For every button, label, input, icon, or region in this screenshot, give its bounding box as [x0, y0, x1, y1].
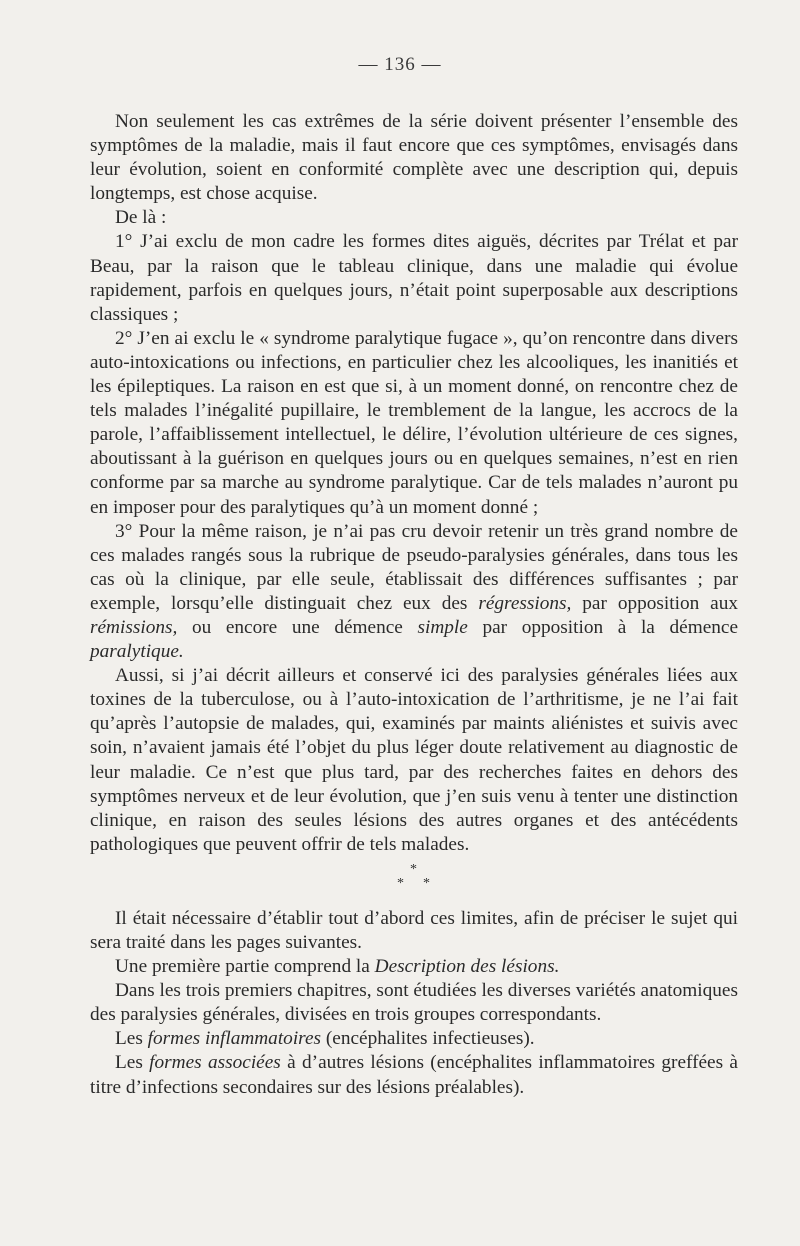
p5-text-c: ou encore une démence — [177, 616, 418, 638]
p5-italic-paralytique: paralytique. — [90, 641, 184, 663]
paragraph-7: Il était nécessaire d’établir tout d’abord ces limites, afin de préciser le sujet qui sera traité dans les pages suivantes. — [90, 907, 738, 953]
p10-text-b: (encéphalites infectieuses). — [321, 1028, 535, 1050]
paragraph-6: Aussi, si j’ai décrit ailleurs et conservé ici des paralysies générales liées aux toxines de la tuberculose, ou à l’auto-intoxication de l’arthritisme, je ne l’ai fait qu’après l’autopsie de malades, qui, examinés par maints aliénistes et suivis avec soin, n’avaient jamais été l’objet du plus léger doute relativement au diagnostic de leur maladie. Ce n’est que plus tard, par des recherches faites en dehors des symptômes nerveux et de leur évolution, que j’en suis venu à tenter une distinction clinique, en raison des seules lésions des autres organes et des antécédents pathologiques que peuvent offrir de tels malades. — [90, 665, 738, 855]
paragraph-2: De là : — [115, 207, 167, 229]
paragraph-9: Dans les trois premiers chapitres, sont étudiées les diverses variétés anatomiques des paralysies générales, divisées en trois groupes correspondants. — [90, 980, 738, 1026]
paragraph-3: 1° J’ai exclu de mon cadre les formes dites aiguës, décrites par Trélat et par Beau, par la raison que le tableau clinique, dans une maladie qui évolue rapidement, parfois en quelques jours, n’était point superposable aux descriptions classiques ; — [90, 231, 738, 325]
paragraph-11 — [90, 1051, 738, 1099]
p5-italic-regressions: régressions, — [478, 592, 572, 614]
paragraph-10 — [90, 1027, 738, 1051]
paragraph-8 — [90, 955, 738, 979]
body-text — [90, 110, 738, 1100]
paragraph-4: 2° J’en ai exclu le « syndrome paralytique fugace », qu’on rencontre dans divers auto-intoxications ou infections, en particulier chez les alcooliques, les inanitiés et les épileptiques. La raison en est que si, à un moment donné, on rencontre chez de tels malades l’inégalité pupillaire, le tremblement de la langue, les accrocs de la parole, l’affaiblissement intellectuel, le délire, l’évolution ultérieure de ces signes, aboutissant à la guérison en quelques jours ou en quelques semaines, n’est en rien conforme par sa marche au syndrome paralytique. Car de tels malades n’auront pu en imposer pour des paralytiques qu’à un moment donné ; — [90, 327, 738, 518]
p10-italic-formes-inflammatoires: formes inflammatoires — [147, 1028, 322, 1050]
p5-italic-simple: simple — [417, 616, 468, 638]
paragraph-1: Non seulement les cas extrêmes de la série doivent présenter l’ensemble des symptômes de la maladie, mais il faut encore que ces symptômes, envisagés dans leur évolution, soient en conformité complète avec une description qui, depuis longtemps, est chose acquise. — [90, 111, 738, 205]
asterism-divider — [90, 859, 738, 907]
p5-text-d: par opposition à la démence — [467, 616, 739, 638]
p5-text-b: par opposition aux — [571, 592, 738, 614]
p5-text-a: 3° Pour la même raison, je n’ai pas cru devoir retenir un très grand nombre de ces malades rangés sous la rubrique de pseudo-paralysies générales, dans tous les cas où la clinique, par elle seule, établissait des différences suffisantes ; par exemple, lorsqu’elle distinguait chez eux des — [90, 520, 738, 614]
p11-text-a: Les — [115, 1052, 150, 1074]
p5-italic-remissions: rémissions, — [90, 616, 178, 638]
p11-italic-formes-associees: formes associées — [149, 1052, 281, 1074]
p8-italic-description: Description des lésions. — [374, 956, 560, 978]
p11-text-b: à d’autres lésions (encéphalites inflammatoires greffées à titre d’infections secondaires sur des lésions préalables). — [90, 1052, 738, 1098]
asterism-star-top: * — [410, 861, 417, 877]
page-number: — 136 — — [358, 54, 442, 75]
p10-text-a: Les — [115, 1028, 148, 1050]
asterism-star-left: * — [397, 875, 404, 891]
paragraph-5 — [90, 520, 738, 665]
asterism-star-right: * — [423, 875, 430, 891]
p8-text-a: Une première partie comprend la — [115, 956, 375, 978]
